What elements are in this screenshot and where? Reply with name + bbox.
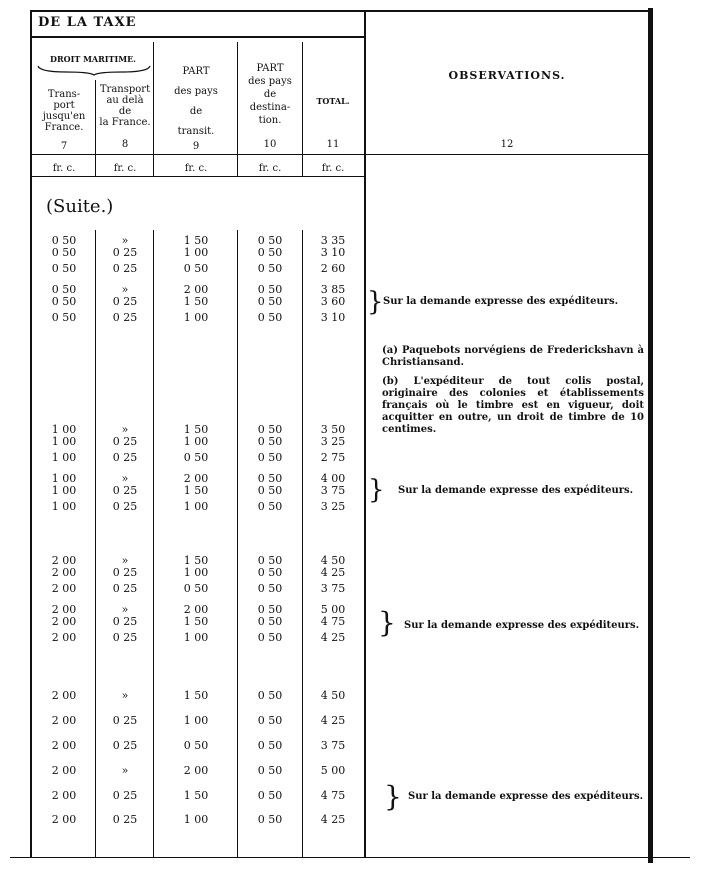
- cell-col9: 0 50: [183, 262, 209, 275]
- unit-col10: fr. c.: [258, 163, 282, 174]
- body-sep-2: [153, 230, 154, 857]
- cell-col10: 0 50: [257, 246, 283, 259]
- cell-col10: 0 50: [257, 689, 283, 702]
- observation-2: Sur la demande expresse des expéditeurs.: [398, 485, 634, 496]
- cell-col7: 1 00: [51, 484, 77, 497]
- observation-4: Sur la demande expresse des expéditeurs.: [408, 791, 644, 802]
- units-rule: [30, 176, 366, 177]
- cell-col11: 3 35: [320, 234, 346, 247]
- cell-col7: 2 00: [51, 789, 77, 802]
- cell-col9: 1 50: [183, 234, 209, 247]
- cell-col9: 1 00: [183, 435, 209, 448]
- body-sep-4: [302, 230, 303, 857]
- cell-col10: 0 50: [257, 262, 283, 275]
- cell-col10: 0 50: [257, 566, 283, 579]
- cell-col8: »: [121, 764, 129, 777]
- cell-col10: 0 50: [257, 311, 283, 324]
- col8-header: Transport au delà de la France.: [99, 84, 151, 128]
- cell-col10: 0 50: [257, 789, 283, 802]
- cell-col10: 0 50: [257, 484, 283, 497]
- cell-col8: »: [121, 689, 129, 702]
- cell-col8: 0 25: [112, 311, 138, 324]
- observation-3: Sur la demande expresse des expéditeurs.: [404, 620, 640, 631]
- cell-col8: 0 25: [112, 262, 138, 275]
- cell-col9: 2 00: [183, 472, 209, 485]
- cell-col11: 2 60: [320, 262, 346, 275]
- note-b: (b) L'expéditeur de tout colis postal, originaire des colonies et établissements français où le timbre est en vigueur, doit acquitter en outre, un droit de timbre de 10 centimes.: [382, 376, 644, 435]
- cell-col7: 0 50: [51, 246, 77, 259]
- observation-1: Sur la demande expresse des expéditeurs.: [383, 296, 619, 307]
- cell-col10: 0 50: [257, 603, 283, 616]
- cell-col9: 1 00: [183, 631, 209, 644]
- brace-icon: }: [368, 475, 385, 505]
- cell-col11: 3 10: [320, 246, 346, 259]
- col-number-9: 9: [192, 141, 200, 152]
- cell-col7: 2 00: [51, 739, 77, 752]
- cell-col7: 2 00: [51, 764, 77, 777]
- cell-col10: 0 50: [257, 423, 283, 436]
- cell-col9: 2 00: [183, 764, 209, 777]
- cell-col9: 1 00: [183, 566, 209, 579]
- cell-col9: 1 50: [183, 295, 209, 308]
- cell-col9: 1 00: [183, 311, 209, 324]
- cell-col8: »: [121, 603, 129, 616]
- right-border: [648, 8, 653, 863]
- note-a: (a) Paquebots norvégiens de Frederickshavn à Christiansand.: [382, 345, 644, 368]
- cell-col9: 1 00: [183, 500, 209, 513]
- cell-col10: 0 50: [257, 631, 283, 644]
- cell-col10: 0 50: [257, 435, 283, 448]
- cell-col8: 0 25: [112, 582, 138, 595]
- cell-col9: 1 50: [183, 689, 209, 702]
- cell-col7: 0 50: [51, 262, 77, 275]
- cell-col10: 0 50: [257, 451, 283, 464]
- col-number-8: 8: [121, 139, 129, 150]
- cell-col8: 0 25: [112, 714, 138, 727]
- unit-col8: fr. c.: [113, 163, 137, 174]
- cell-col9: 0 50: [183, 451, 209, 464]
- cell-col11: 5 00: [320, 603, 346, 616]
- cell-col9: 1 50: [183, 554, 209, 567]
- cell-col10: 0 50: [257, 739, 283, 752]
- cell-col10: 0 50: [257, 764, 283, 777]
- cell-col11: 4 00: [320, 472, 346, 485]
- observations-header: OBSERVATIONS.: [448, 69, 566, 82]
- cell-col7: 2 00: [51, 603, 77, 616]
- cell-col11: 2 75: [320, 451, 346, 464]
- droit-maritime-brace-icon: [36, 64, 152, 76]
- cell-col8: 0 25: [112, 789, 138, 802]
- cell-col7: 0 50: [51, 234, 77, 247]
- cell-col10: 0 50: [257, 615, 283, 628]
- cell-col10: 0 50: [257, 554, 283, 567]
- cell-col8: 0 25: [112, 246, 138, 259]
- cell-col11: 3 25: [320, 500, 346, 513]
- cell-col9: 1 50: [183, 423, 209, 436]
- col-number-12: 12: [500, 139, 514, 150]
- col10-header: PART des pays de destina- tion.: [248, 63, 292, 126]
- cell-col8: 0 25: [112, 295, 138, 308]
- cell-col11: 4 25: [320, 714, 346, 727]
- cell-col7: 0 50: [51, 311, 77, 324]
- cell-col9: 1 00: [183, 813, 209, 826]
- cell-col11: 3 75: [320, 582, 346, 595]
- cell-col11: 3 25: [320, 435, 346, 448]
- cell-col7: 2 00: [51, 714, 77, 727]
- cell-col10: 0 50: [257, 582, 283, 595]
- cell-col11: 4 50: [320, 689, 346, 702]
- cell-col7: 2 00: [51, 689, 77, 702]
- cell-col11: 5 00: [320, 764, 346, 777]
- cell-col11: 3 85: [320, 283, 346, 296]
- cell-col8: 0 25: [112, 631, 138, 644]
- cell-col8: »: [121, 423, 129, 436]
- cell-col11: 3 50: [320, 423, 346, 436]
- droit-maritime-label: DROIT MARITIME.: [50, 54, 136, 64]
- cell-col11: 3 60: [320, 295, 346, 308]
- cell-col9: 0 50: [183, 739, 209, 752]
- cell-col11: 4 75: [320, 789, 346, 802]
- col9-header: PART des pays de transit.: [174, 66, 218, 137]
- cell-col11: 4 75: [320, 615, 346, 628]
- cell-col7: 2 00: [51, 615, 77, 628]
- cell-col9: 1 00: [183, 246, 209, 259]
- col11-header: TOTAL.: [316, 96, 350, 106]
- cell-col11: 3 75: [320, 484, 346, 497]
- cell-col9: 1 50: [183, 484, 209, 497]
- cell-col7: 2 00: [51, 813, 77, 826]
- brace-icon: }: [378, 606, 396, 639]
- col7-header: Trans- port jusqu'en France.: [42, 89, 86, 133]
- cell-col9: 1 50: [183, 615, 209, 628]
- cell-col11: 4 25: [320, 566, 346, 579]
- cell-col8: 0 25: [112, 435, 138, 448]
- cell-col9: 2 00: [183, 283, 209, 296]
- cell-col10: 0 50: [257, 472, 283, 485]
- cell-col8: »: [121, 283, 129, 296]
- cell-col8: 0 25: [112, 813, 138, 826]
- cell-col10: 0 50: [257, 295, 283, 308]
- cell-col10: 0 50: [257, 813, 283, 826]
- cell-col10: 0 50: [257, 714, 283, 727]
- header-rule: [30, 154, 366, 155]
- body-sep-3: [237, 230, 238, 857]
- col-number-10: 10: [263, 139, 277, 150]
- cell-col8: 0 25: [112, 566, 138, 579]
- cell-col7: 2 00: [51, 582, 77, 595]
- cell-col10: 0 50: [257, 500, 283, 513]
- col-number-11: 11: [326, 139, 340, 150]
- cell-col7: 1 00: [51, 472, 77, 485]
- cell-col8: 0 25: [112, 451, 138, 464]
- cell-col8: »: [121, 472, 129, 485]
- cell-col10: 0 50: [257, 234, 283, 247]
- title-rule: [30, 36, 366, 38]
- brace-icon: }: [367, 287, 384, 317]
- cell-col7: 0 50: [51, 283, 77, 296]
- cell-col11: 3 10: [320, 311, 346, 324]
- cell-col9: 2 00: [183, 603, 209, 616]
- cell-col9: 0 50: [183, 582, 209, 595]
- col-number-7: 7: [60, 141, 68, 152]
- brace-icon: }: [384, 780, 402, 813]
- top-border: [30, 10, 650, 12]
- hdr-sep-4: [302, 42, 303, 176]
- cell-col8: »: [121, 234, 129, 247]
- cell-col7: 1 00: [51, 500, 77, 513]
- cell-col11: 4 50: [320, 554, 346, 567]
- cell-col7: 2 00: [51, 631, 77, 644]
- observations-separator: [364, 10, 366, 858]
- unit-col7: fr. c.: [52, 163, 76, 174]
- cell-col8: 0 25: [112, 739, 138, 752]
- cell-col7: 2 00: [51, 566, 77, 579]
- cell-col11: 4 25: [320, 631, 346, 644]
- unit-col11: fr. c.: [321, 163, 345, 174]
- suite-label: (Suite.): [46, 196, 114, 217]
- cell-col8: 0 25: [112, 500, 138, 513]
- cell-col9: 1 00: [183, 714, 209, 727]
- cell-col10: 0 50: [257, 283, 283, 296]
- cell-col7: 1 00: [51, 435, 77, 448]
- cell-col11: 3 75: [320, 739, 346, 752]
- bottom-border: [10, 857, 690, 858]
- unit-col9: fr. c.: [184, 163, 208, 174]
- cell-col7: 1 00: [51, 451, 77, 464]
- header-rule-obs: [366, 154, 648, 155]
- cell-col8: 0 25: [112, 615, 138, 628]
- body-sep-1: [95, 230, 96, 857]
- cell-col7: 0 50: [51, 295, 77, 308]
- left-border: [30, 10, 32, 858]
- cell-col8: »: [121, 554, 129, 567]
- cell-col9: 1 50: [183, 789, 209, 802]
- cell-col7: 1 00: [51, 423, 77, 436]
- cell-col11: 4 25: [320, 813, 346, 826]
- page-title: DE LA TAXE: [38, 15, 137, 30]
- cell-col8: 0 25: [112, 484, 138, 497]
- cell-col7: 2 00: [51, 554, 77, 567]
